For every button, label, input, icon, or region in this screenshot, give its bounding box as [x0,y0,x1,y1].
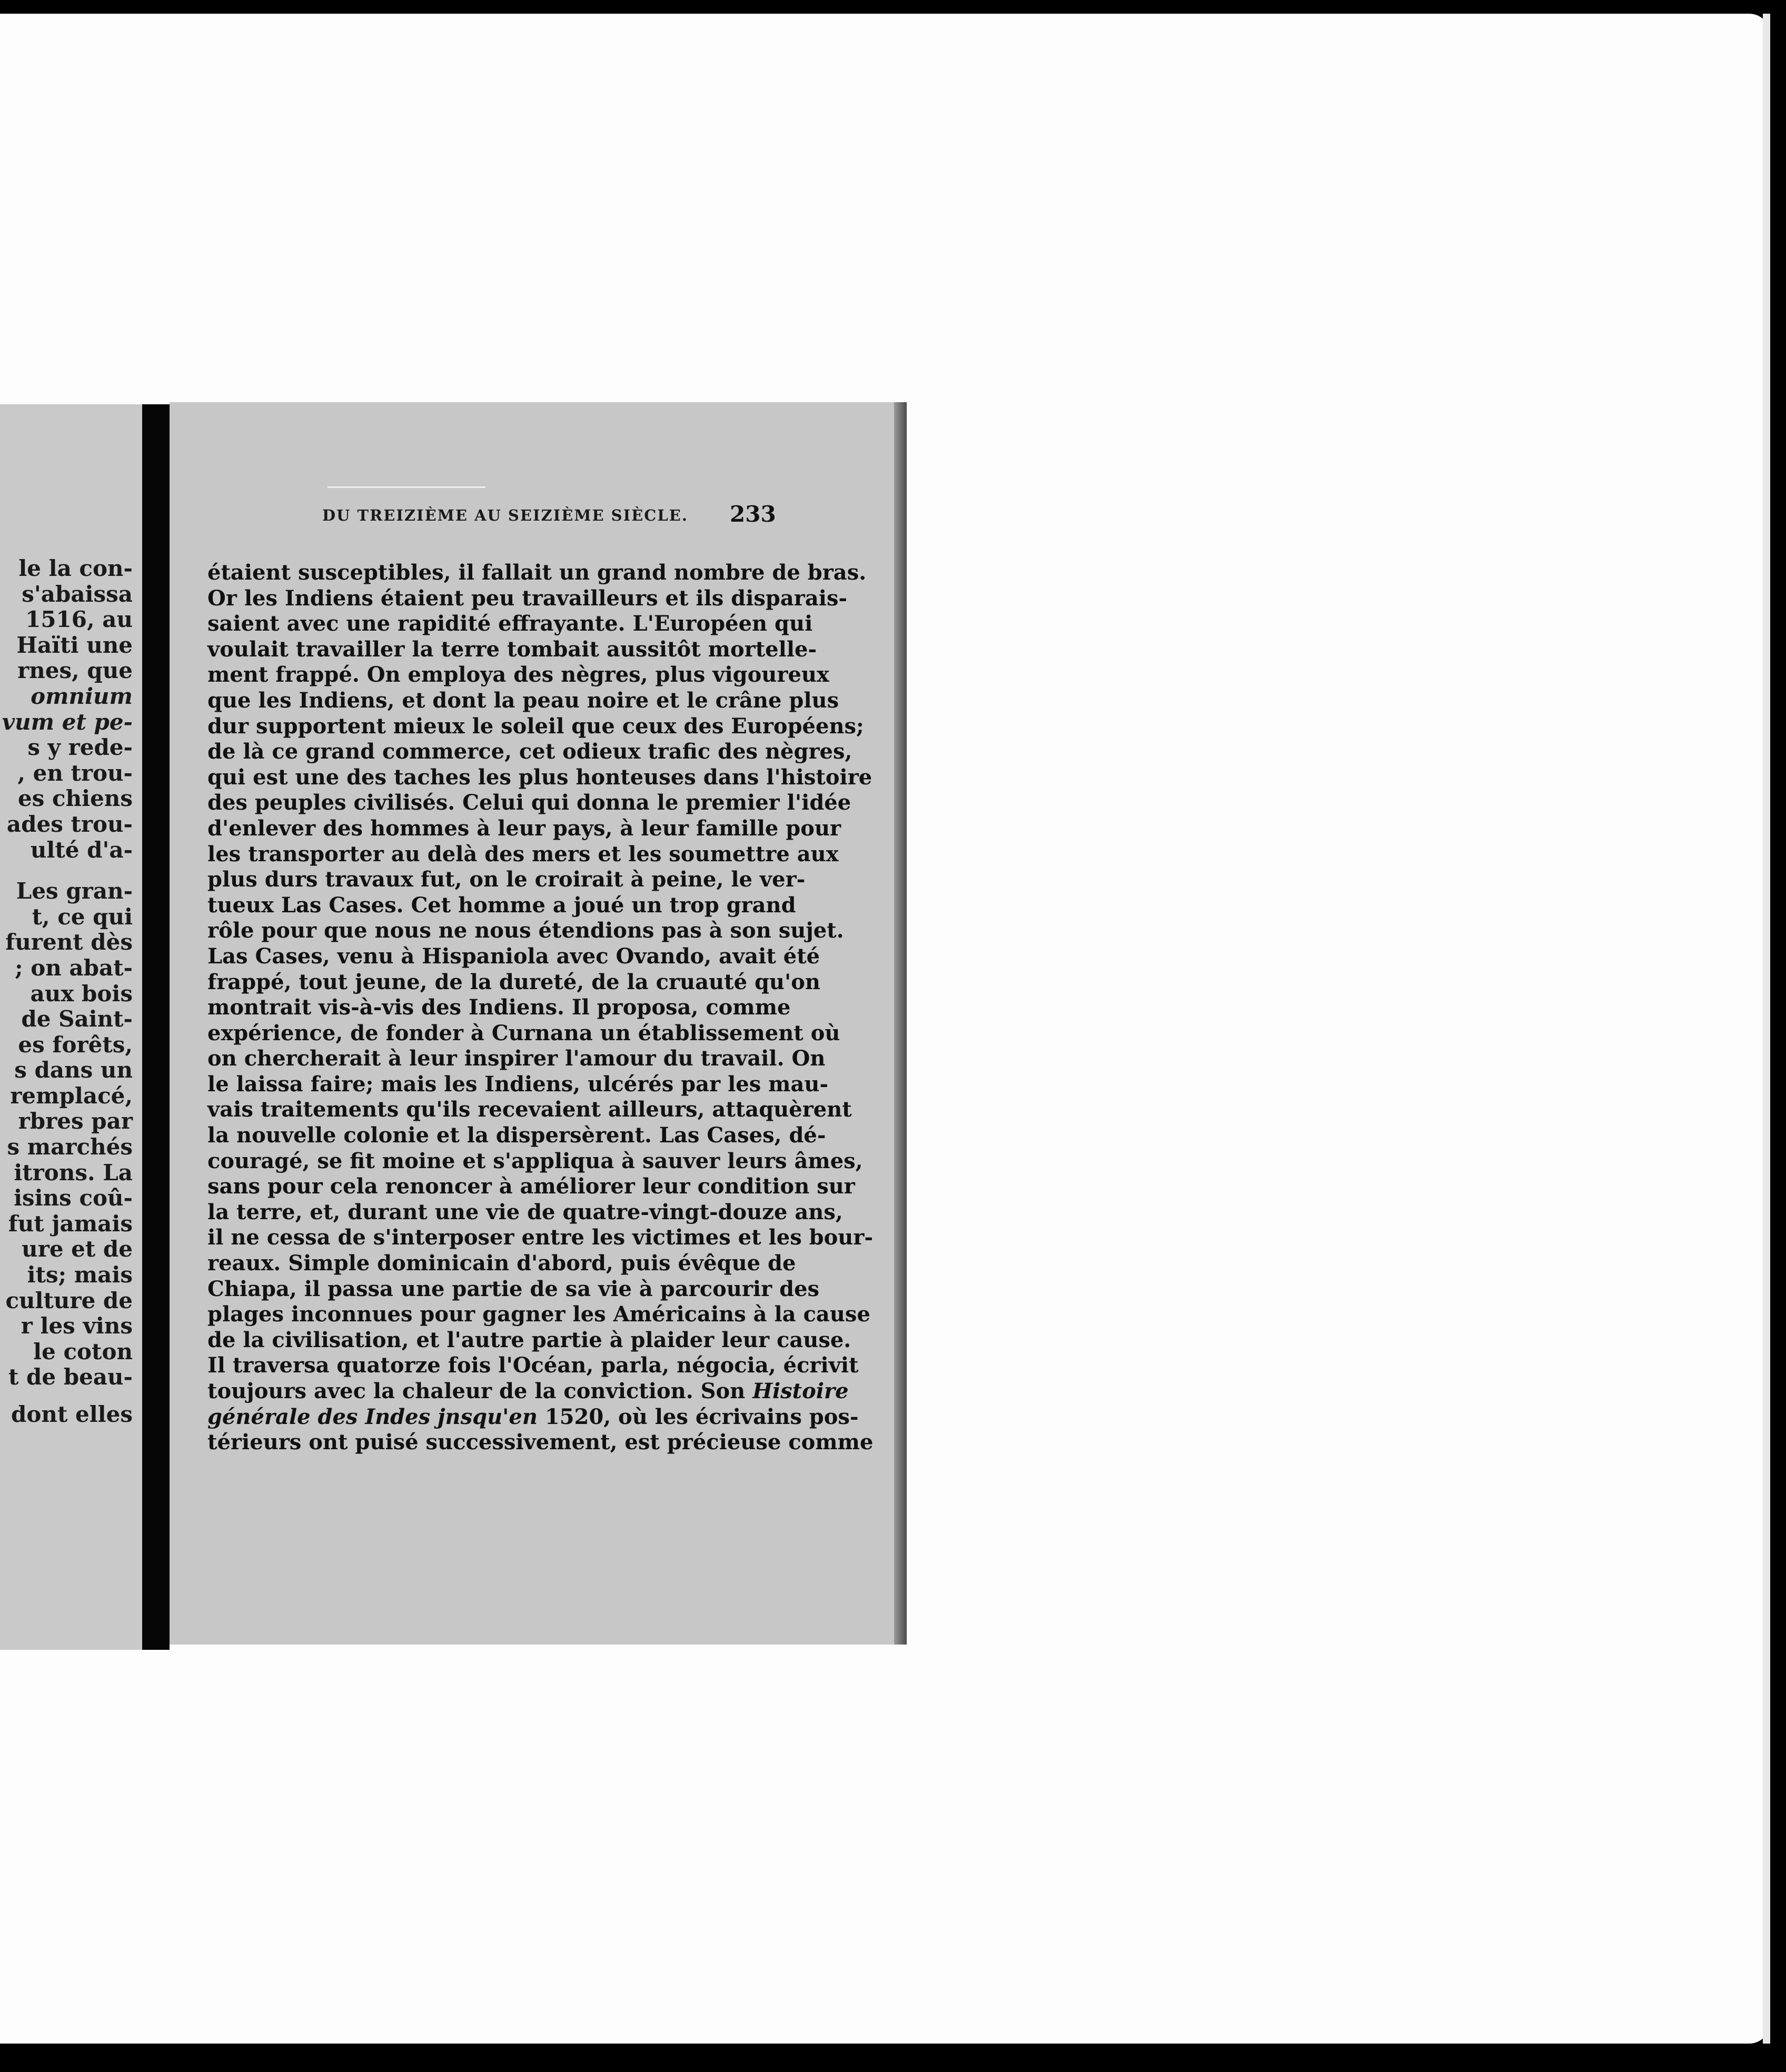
body-line: le laissa faire; mais les Indiens, ulcérés par les mau- [207,1071,829,1097]
left-page-line: omnium [31,683,133,709]
body-line: la terre, et, durant une vie de quatre-vingt-douze ans, [207,1199,843,1224]
left-page-line: s marchés [7,1134,133,1160]
left-page-line: le la con- [18,555,133,581]
left-page-line: s y rede- [27,734,133,761]
body-line: dur supportent mieux le soleil que ceux des Européens; [207,713,864,739]
body-line: la nouvelle colonie et la dispersèrent. Las Cases, dé- [207,1123,826,1148]
left-page-line: fut jamais [8,1210,133,1237]
page-number: 233 [730,501,776,527]
body-line: reaux. Simple dominicain d'abord, puis évêque de [207,1251,796,1276]
left-page-line: rbres par [18,1108,133,1134]
left-page-line: , en trou- [17,760,133,786]
body-line: qui est une des taches les plus honteuses dans l'histoire [207,764,872,790]
body-line: Il traversa quatorze fois l'Océan, parla, négocia, écrivit [207,1353,859,1378]
body-line: tueux Las Cases. Cet homme a joué un trop grand [207,892,796,918]
left-page-line: s dans un [14,1057,133,1083]
left-page-line: ulté d'a- [30,836,133,863]
body-line [207,1379,849,1404]
left-page-line: culture de [5,1287,133,1313]
body-line-text: toujours avec la chaleur de la conviction. Son [207,1379,753,1403]
right-page [170,402,907,1645]
left-page-line: rnes, que [17,658,133,684]
header-rule [328,486,485,488]
body-line [207,1404,859,1430]
body-line: expérience, de fonder à Curnana un établissement où [207,1020,840,1045]
left-page-line: ure et de [22,1236,133,1262]
body-line: Or les Indiens étaient peu travailleurs et ils disparais- [207,585,848,611]
left-page-line: Les gran- [16,878,133,904]
body-line: ment frappé. On employa des nègres, plus vigoureux [207,662,829,688]
left-page-line: t, ce qui [32,903,133,930]
left-page-line: aux bois [30,980,133,1007]
left-page-line: le coton [33,1338,133,1364]
body-line: vais traitements qu'ils recevaient ailleurs, attaquèrent [207,1097,852,1122]
left-page-line: isins coû- [14,1185,133,1211]
sheet-edge [1763,14,1770,2044]
left-page-line: vum et pe- [2,709,133,735]
body-line: de la civilisation, et l'autre partie à plaider leur cause. [207,1327,851,1352]
body-line: les transporter au delà des mers et les soumettre aux [207,841,839,866]
body-line: frappé, tout jeune, de la dureté, de la cruauté qu'on [207,969,821,994]
left-page-line: ; on abat- [15,954,133,981]
left-page [0,404,142,1650]
left-page-line: remplacé, [10,1082,133,1109]
book-title-italic: générale des Indes jnsqu'en [207,1404,545,1429]
left-page-line: t de beau- [8,1364,133,1390]
body-line: des peuples civilisés. Celui qui donna le premier l'idée [207,790,851,815]
left-page-line: itrons. La [14,1159,133,1186]
body-line: térieurs ont puisé successivement, est précieuse comme [207,1430,874,1455]
left-page-line: es chiens [18,785,133,812]
body-line: on chercherait à leur inspirer l'amour du travail. On [207,1046,826,1071]
right-page-text [207,560,874,1456]
book-title-italic: Histoire [752,1379,849,1403]
body-line: il ne cessa de s'interposer entre les victimes et les bour- [207,1225,874,1250]
left-page-line: 1516, au [25,606,133,633]
body-line: sans pour cela renoncer à améliorer leur condition sur [207,1174,855,1199]
body-line: montrait vis-à-vis des Indiens. Il proposa, comme [207,995,791,1020]
left-page-line: its; mais [27,1262,133,1288]
body-line: Las Cases, venu à Hispaniola avec Ovando, avait été [207,943,820,969]
body-line: d'enlever des hommes à leur pays, à leur famille pour [207,815,841,841]
left-page-line: es forêts, [18,1031,133,1058]
body-line: voulait travailler la terre tombait aussitôt mortelle- [207,636,817,662]
body-line: Chiapa, il passa une partie de sa vie à parcourir des [207,1276,820,1301]
page-edge-shadow [894,402,907,1645]
body-line-text: 1520, où les écrivains pos- [544,1404,859,1429]
left-page-line: s'abaissa [22,581,133,607]
left-page-line: ades trou- [6,811,133,837]
body-line: de là ce grand commerce, cet odieux trafic des nègres, [207,739,852,764]
body-line: saient avec une rapidité effrayante. L'Européen qui [207,611,813,636]
left-page-text [2,556,133,1428]
running-header: DU TREIZIÈME AU SEIZIÈME SIÈCLE. [322,506,688,524]
body-line: que les Indiens, et dont la peau noire et le crâne plus [207,688,839,713]
left-page-line: r les vins [21,1313,133,1339]
body-line: étaient susceptibles, il fallait un grand nombre de bras. [207,560,867,585]
body-line: plages inconnues pour gagner les Américains à la cause [207,1302,870,1327]
left-page-line: furent dès [5,929,133,955]
body-line: plus durs travaux fut, on le croirait à peine, le ver- [207,867,806,892]
left-page-line: Haïti une [16,632,133,658]
book-gutter [142,404,170,1650]
left-page-line: de Saint- [21,1006,133,1032]
left-page-line: dont elles [11,1401,133,1427]
body-line: couragé, se fit moine et s'appliqua à sauver leurs âmes, [207,1148,863,1173]
body-line: rôle pour que nous ne nous étendions pas à son sujet. [207,918,844,943]
